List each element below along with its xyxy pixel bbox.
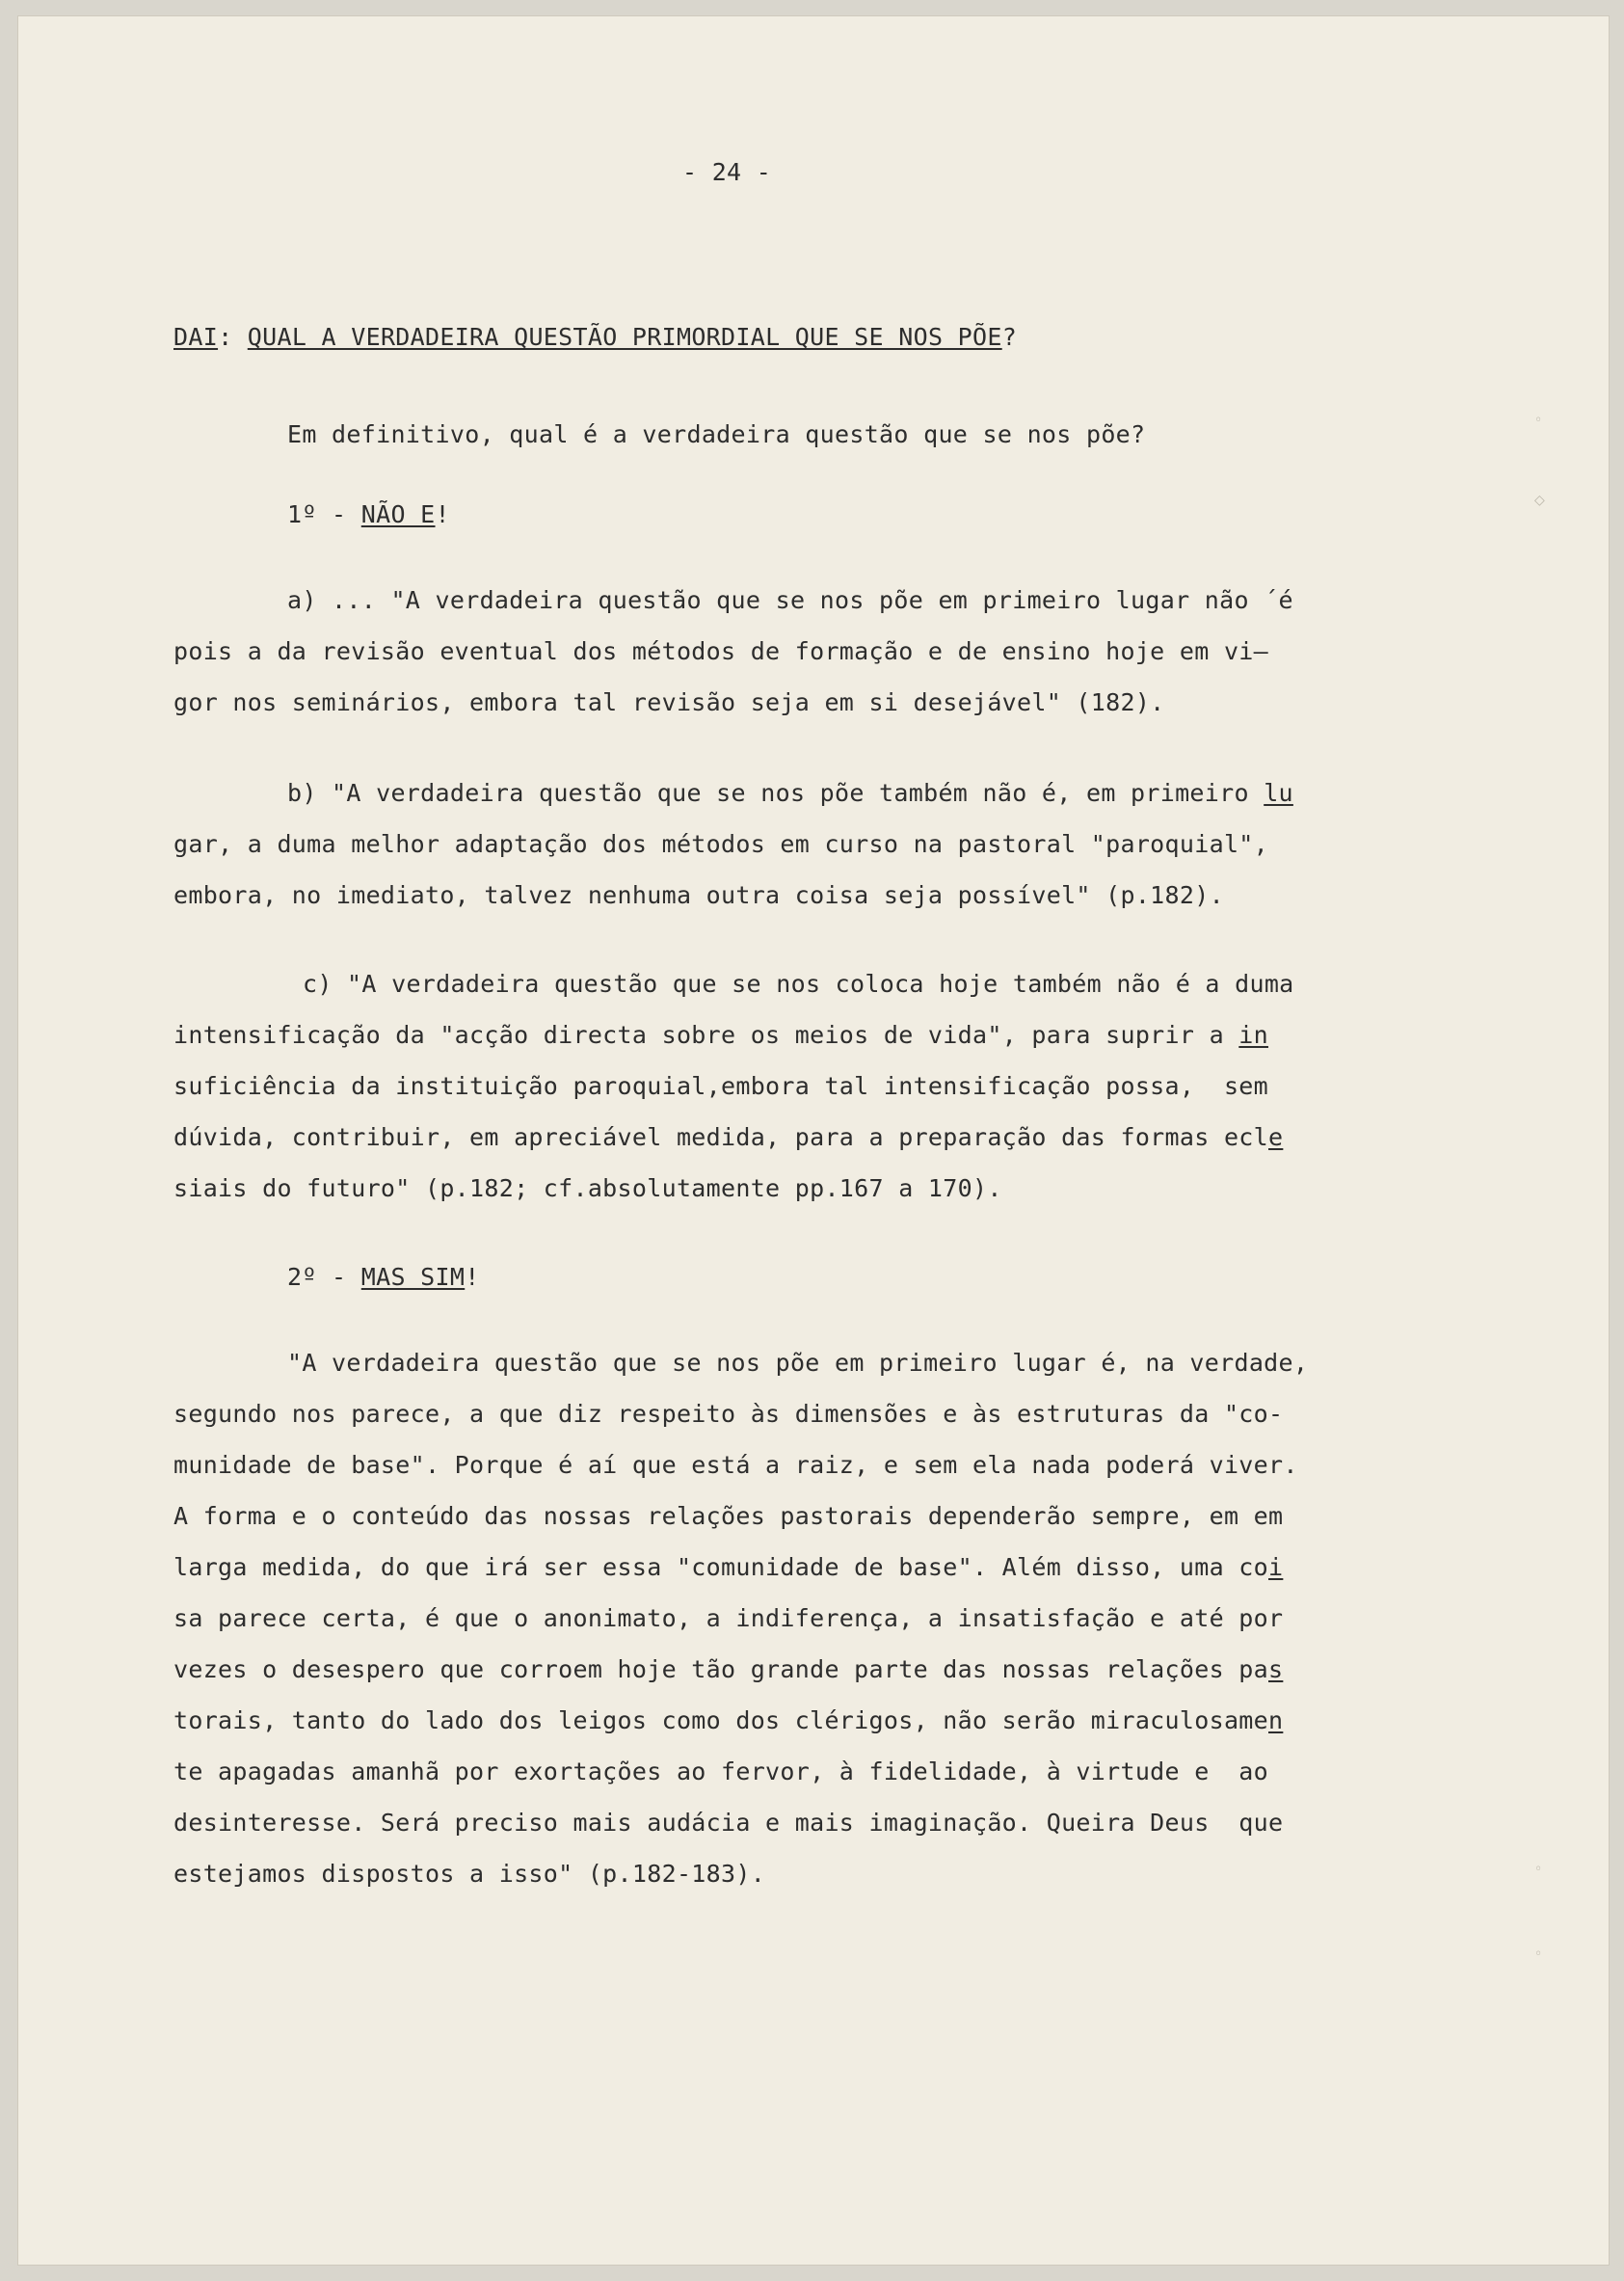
final-para-line-1: "A verdadeira questão que se nos põe em primeiro lugar é, na verdade, — [287, 1349, 1309, 1377]
para-c-line-4-hyphen-fragment: e — [1268, 1123, 1284, 1151]
final-para-line-6: sa parece certa, é que o anonimato, a indiferença, a insatisfação e até por — [173, 1604, 1284, 1632]
final-para-line-7 — [173, 1655, 1283, 1684]
intro-question: Em definitivo, qual é a verdadeira questão que se nos põe? — [287, 420, 1146, 448]
binding-hole-mark: ◦ — [1534, 1862, 1543, 1877]
section-heading — [173, 323, 1017, 352]
para-b-line-1-text: b) "A verdadeira questão que se nos põe também não é, em primeiro — [287, 779, 1265, 807]
para-c-line-5: siais do futuro" (p.182; cf.absolutamente pp.167 a 170). — [173, 1174, 1002, 1202]
section-1-prefix: 1º - — [287, 500, 361, 528]
heading-end: ? — [1001, 323, 1018, 351]
final-para-line-9: te apagadas amanhã por exortações ao fervor, à fidelidade, à virtude e ao — [173, 1758, 1268, 1785]
para-c-line-3: suficiência da instituição paroquial,embora tal intensificação possa, sem — [173, 1072, 1268, 1100]
para-a-line-1: a) ... "A verdadeira questão que se nos põe em primeiro lugar não ´é — [287, 586, 1293, 614]
heading-text: QUAL A VERDADEIRA QUESTÃO PRIMORDIAL QUE SE NOS PÕE — [247, 323, 1002, 351]
final-para-line-4: A forma e o conteúdo das nossas relações pastorais dependerão sempre, em em — [173, 1502, 1284, 1530]
final-para-line-8-text: torais, tanto do lado dos leigos como dos clérigos, não serão miraculosame — [173, 1706, 1268, 1734]
para-b-line-2: gar, a duma melhor adaptação dos métodos em curso na pastoral "paroquial", — [173, 830, 1268, 858]
typed-text-area — [17, 15, 1610, 2266]
binding-hole-mark: ◇ — [1534, 493, 1545, 508]
section-2-end: ! — [465, 1263, 480, 1291]
para-c-line-1: c) "A verdadeira questão que se nos coloca hoje também não é a duma — [303, 970, 1294, 998]
para-b-line-1 — [287, 779, 1293, 808]
final-para-line-8-hyphen-fragment: n — [1268, 1706, 1284, 1734]
para-a-line-3: gor nos seminários, embora tal revisão seja em si desejável" (182). — [173, 688, 1165, 716]
para-c-line-2-hyphen-fragment: in — [1238, 1021, 1268, 1049]
para-b-line-3: embora, no imediato, talvez nenhuma outra coisa seja possível" (p.182). — [173, 881, 1224, 909]
para-c-line-2 — [173, 1021, 1268, 1050]
final-para-line-2: segundo nos parece, a que diz respeito às dimensões e às estruturas da "co- — [173, 1400, 1284, 1428]
heading-colon: : — [218, 323, 233, 351]
section-2-prefix: 2º - — [287, 1263, 361, 1291]
final-para-line-5 — [173, 1553, 1283, 1582]
final-para-line-10: desinteresse. Será preciso mais audácia e mais imaginação. Queira Deus que — [173, 1809, 1284, 1837]
binding-hole-mark: ◦ — [1534, 413, 1543, 428]
final-para-line-7-hyphen-fragment: s — [1268, 1655, 1284, 1683]
para-b-line-1-hyphen-fragment: lu — [1264, 779, 1293, 807]
final-para-line-3: munidade de base". Porque é aí que está a raiz, e sem ela nada poderá viver. — [173, 1451, 1298, 1479]
final-para-line-7-text: vezes o desespero que corroem hoje tão grande parte das nossas relações pa — [173, 1655, 1268, 1683]
binding-hole-mark: ◦ — [1534, 1946, 1543, 1962]
document-page — [17, 15, 1610, 2266]
final-para-line-5-hyphen-fragment: i — [1268, 1553, 1284, 1581]
para-c-line-4-text: dúvida, contribuir, em apreciável medida, para a preparação das formas ecl — [173, 1123, 1268, 1151]
section-1-label: NÃO E — [360, 500, 436, 528]
para-a-line-2: pois a da revisão eventual dos métodos de formação e de ensino hoje em vi— — [173, 637, 1268, 665]
page-number: - 24 - — [682, 158, 772, 186]
final-para-line-5-text: larga medida, do que irá ser essa "comunidade de base". Além disso, uma co — [173, 1553, 1268, 1581]
section-1-title — [287, 500, 450, 529]
section-1-end: ! — [435, 500, 450, 528]
heading-label: DAI — [173, 323, 219, 351]
section-2-title — [287, 1263, 480, 1292]
final-para-line-11: estejamos dispostos a isso" (p.182-183). — [173, 1860, 766, 1888]
final-para-line-8 — [173, 1706, 1283, 1735]
section-2-label: MAS SIM — [360, 1263, 466, 1291]
para-c-line-4 — [173, 1123, 1283, 1152]
para-c-line-2-text: intensificação da "acção directa sobre os meios de vida", para suprir a — [173, 1021, 1239, 1049]
